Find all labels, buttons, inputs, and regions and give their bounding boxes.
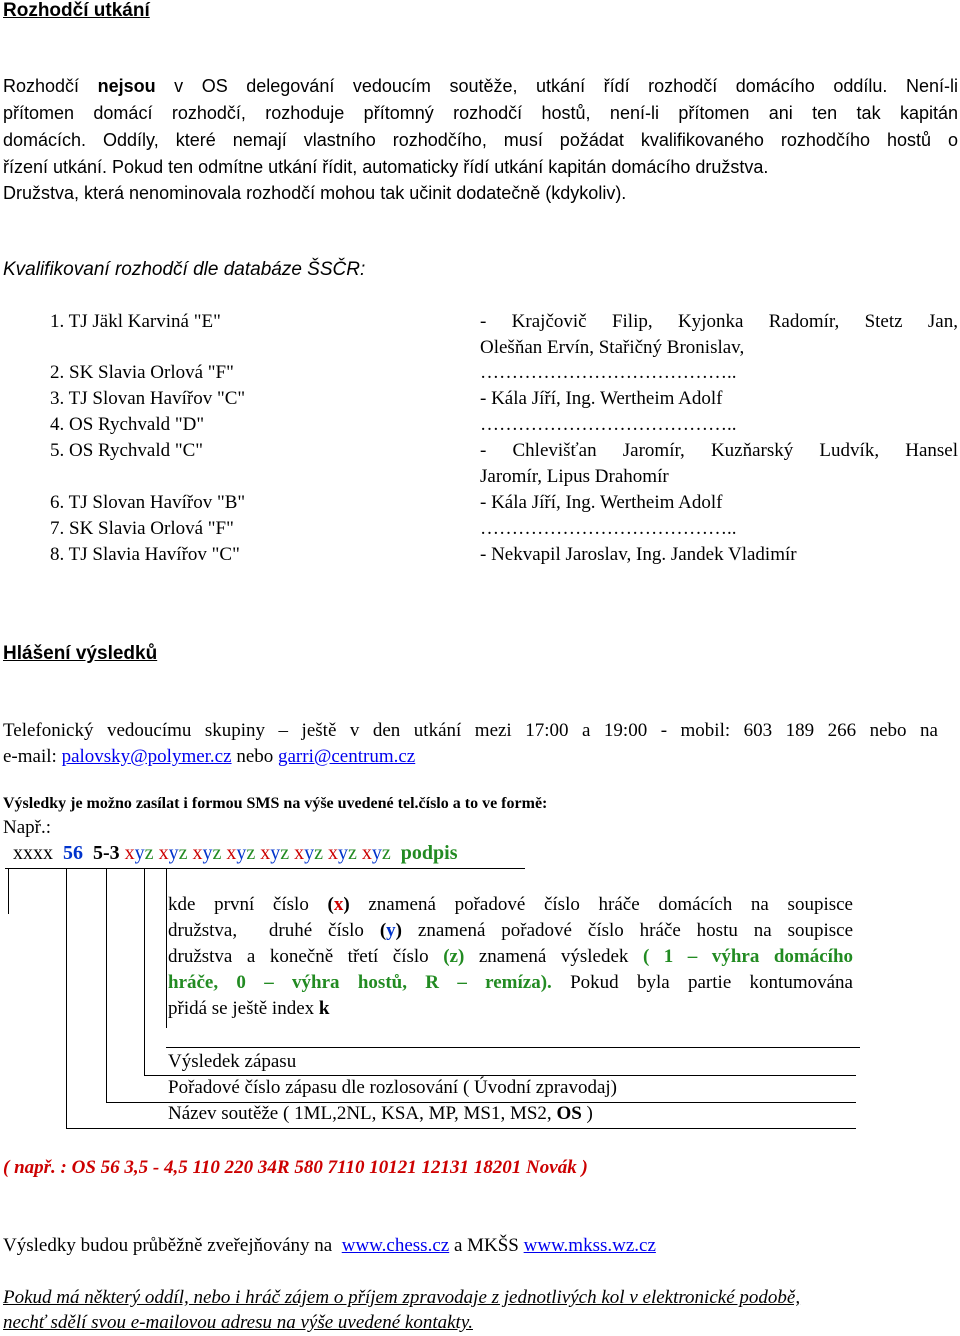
legend-match-number: Pořadové číslo zápasu dle rozlosování ( Úvodní zpravodaj) (168, 1077, 618, 1098)
team-item: 8. TJ Slavia Havířov "C" (50, 544, 240, 565)
legend-line (166, 1047, 860, 1048)
example-label: Např.: (3, 817, 52, 838)
referee-names: - Chlevišťan Jaromír, Kuzňarský Ludvík, Hansel (480, 440, 958, 461)
section-title-results: Hlášení výsledků (3, 643, 158, 664)
referee-placeholder: ………………………………….. (480, 518, 737, 539)
footer-line: Pokud má některý oddíl, nebo i hráč zájem o příjem zpravodaje z jednotlivých kol v elektronické podobě, (3, 1287, 801, 1308)
bracket-line (106, 868, 107, 1102)
section-title-referee: Rozhodčí utkání (3, 0, 150, 21)
email-link-palovsky[interactable]: palovsky@polymer.cz (61, 746, 232, 767)
referee-names: - Nekvapil Jaroslav, Ing. Jandek Vladimír (480, 544, 797, 565)
explanation-line: družstva a konečně třetí číslo (z) znamená výsledek ( 1 – výhra domácího (168, 946, 854, 967)
referee-names: - Kála Jíří, Ing. Wertheim Adolf (480, 492, 723, 513)
paragraph-line: Rozhodčí nejsou v OS delegování vedoucím soutěže, utkání řídí rozhodčí domácího oddílu. Není-li (3, 76, 958, 96)
sms-format: xxxx 56 5-3 xyz xyz xyz xyz xyz xyz xyz xyz podpis (13, 842, 458, 864)
referee-placeholder: ………………………………….. (480, 362, 737, 383)
footer-line: nechť sdělí svou e-mailovou adresu na výše uvedené kontakty. (3, 1312, 473, 1333)
explanation-line: hráče, 0 – výhra hostů, R – remíza). Pokud byla partie kontumována (168, 972, 853, 993)
legend-result: Výsledek zápasu (168, 1051, 297, 1072)
paragraph-line: přítomen domácí rozhodčí, rozhoduje přítomný rozhodčí hostů, není-li přítomen ani ten tak kapitán (3, 103, 958, 123)
referees-heading: Kvalifikovaní rozhodčí dle databáze ŠSČR: (3, 259, 366, 280)
bracket-line (66, 868, 67, 1128)
team-item: 5. OS Rychvald "C" (50, 440, 204, 461)
team-item: 6. TJ Slovan Havířov "B" (50, 492, 246, 513)
referee-names: Jaromír, Lipus Drahomír (480, 466, 669, 487)
referee-names: - Krajčovič Filip, Kyjonka Radomír, Stetz Jan, (480, 311, 958, 332)
legend-competition: Název soutěže ( 1ML,2NL, KSA, MP, MS1, MS2, OS ) (168, 1103, 593, 1124)
sms-instruction: Výsledky je možno zasílat i formou SMS na výše uvedené tel.číslo a to ve formě: (3, 795, 548, 812)
team-item: 7. SK Slavia Orlová "F" (50, 518, 234, 539)
email-link-garri[interactable]: garri@centrum.cz (278, 746, 416, 767)
format-underline (5, 868, 525, 869)
team-item: 1. TJ Jäkl Karviná "E" (50, 311, 221, 332)
referee-placeholder: ………………………………….. (480, 414, 737, 435)
paragraph-line: Družstva, která nenominovala rozhodčí mohou tak učinit dodatečně (kdykoliv). (3, 183, 627, 203)
example-result: ( např. : OS 56 3,5 - 4,5 110 220 34R 580 7110 10121 12131 18201 Novák ) (3, 1157, 588, 1178)
paragraph-line: domácích. Oddíly, které nemají vlastního rozhodčího, musí požádat kvalifikovaného rozhodčího hostů o (3, 130, 958, 150)
team-item: 2. SK Slavia Orlová "F" (50, 362, 234, 383)
explanation-line: kde první číslo (x) znamená pořadové číslo hráče domácích na soupisce (168, 894, 853, 915)
link-chess[interactable]: www.chess.cz (341, 1235, 450, 1256)
bracket-line (8, 868, 9, 914)
team-item: 4. OS Rychvald "D" (50, 414, 205, 435)
phone-line: Telefonický vedoucímu skupiny – ještě v den utkání mezi 17:00 a 19:00 - mobil: 603 189 266 nebo na (3, 720, 938, 741)
legend-line (66, 1128, 856, 1129)
referee-names: Olešňan Ervín, Stařičný Bronislav, (480, 337, 745, 358)
email-line: e-mail: palovsky@polymer.cz nebo garri@centrum.cz (3, 746, 416, 767)
link-mkss[interactable]: www.mkss.wz.cz (523, 1235, 656, 1256)
publication-line: Výsledky budou průběžně zveřejňovány na www.chess.cz a MKŠS www.mkss.wz.cz (3, 1235, 656, 1256)
bracket-line (166, 868, 167, 1028)
explanation-line: přidá se ještě index k (168, 998, 330, 1019)
bracket-line (144, 868, 145, 1076)
paragraph-line: řízení utkání. Pokud ten odmítne utkání řídit, automaticky řídí utkání kapitán domácího družstva. (3, 157, 769, 177)
team-item: 3. TJ Slovan Havířov "C" (50, 388, 246, 409)
referee-names: - Kála Jíří, Ing. Wertheim Adolf (480, 388, 723, 409)
explanation-line: družstva, druhé číslo (y) znamená pořadové číslo hráče hostu na soupisce (168, 920, 853, 941)
